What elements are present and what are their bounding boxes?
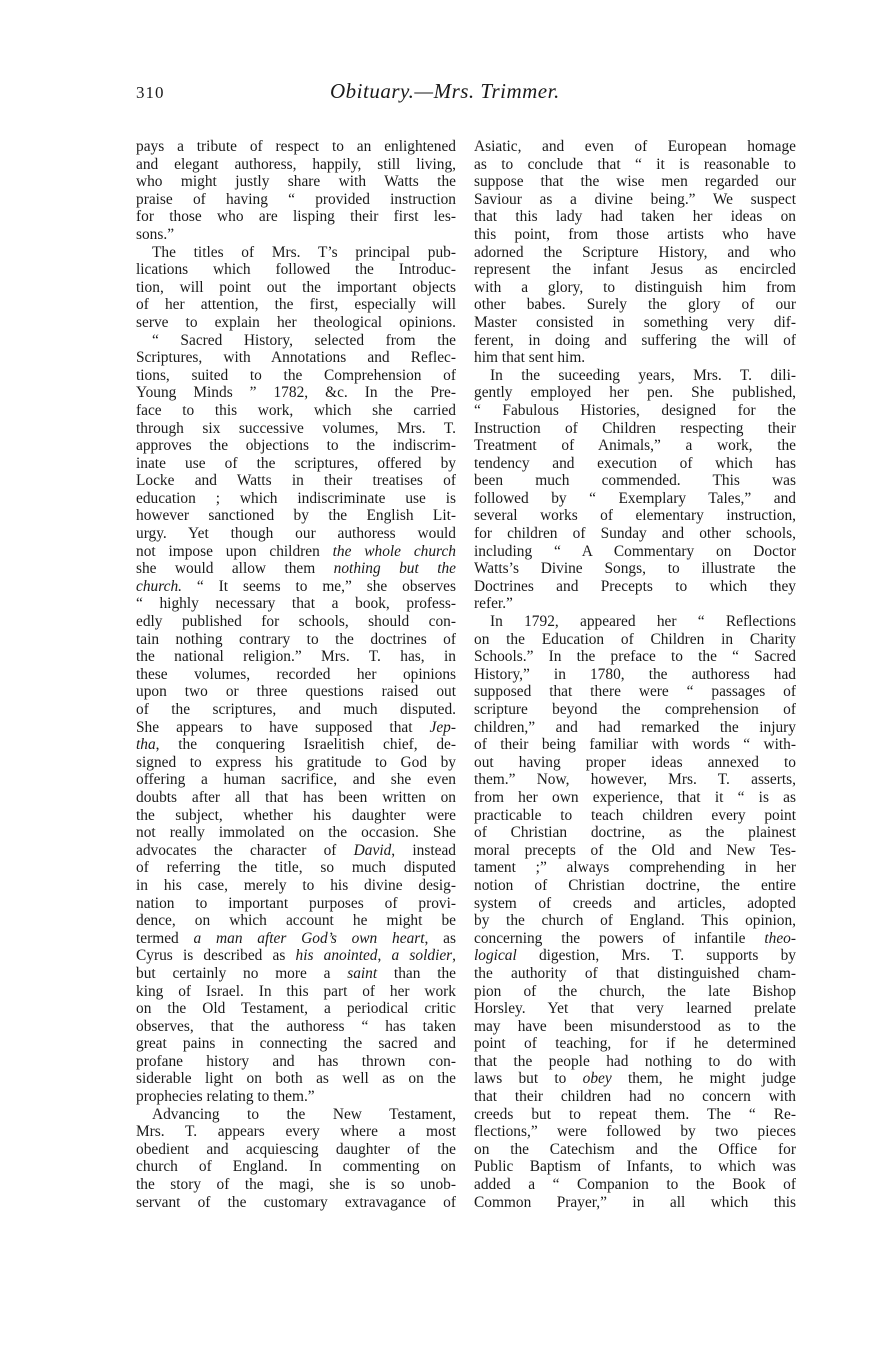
text-run: profane history and has thrown con-: [136, 1052, 456, 1070]
text-line: [136, 1158, 456, 1176]
text-line: [474, 191, 796, 209]
text-line: [474, 930, 796, 948]
text-run: these volumes, recorded her opinions: [136, 665, 456, 683]
text-run: may have been misunderstood as to the: [474, 1017, 796, 1035]
text-run: she would allow them: [136, 560, 334, 578]
text-run: Schools.” In the preface to the “ Sacred: [474, 648, 796, 666]
text-run: including “ A Commentary on Doctor: [474, 542, 796, 560]
text-run: Cyrus is described as: [136, 947, 296, 965]
text-line: [474, 437, 796, 455]
text-run: urgy. Yet though our authoress would: [136, 525, 456, 543]
text-line: [136, 543, 456, 561]
text-run: suppose that the wise men regarded our: [474, 173, 796, 191]
text-line: [136, 1194, 456, 1212]
text-run: laws but to: [474, 1070, 583, 1088]
text-run: than the: [377, 964, 456, 982]
text-run: “ Fabulous Histories, designed for the: [474, 401, 796, 419]
text-run: praise of having “ provided instruction: [136, 190, 456, 208]
text-line: [474, 138, 796, 156]
text-run: the authority of that distinguished cham-: [474, 964, 796, 982]
text-line: [136, 384, 456, 402]
text-line: [474, 631, 796, 649]
text-line: [474, 595, 796, 613]
text-run: Common Prayer,” in all which this: [474, 1193, 796, 1211]
text-run: inate use of the scriptures, offered by: [136, 454, 456, 472]
text-run: out having proper ideas annexed to: [474, 753, 796, 771]
text-run: signed to express his gratitude to God by: [136, 753, 456, 771]
text-line: [474, 1123, 796, 1141]
text-line: [474, 666, 796, 684]
text-line: [474, 895, 796, 913]
text-line: [474, 402, 796, 420]
text-run: that their children had no concern with: [474, 1088, 796, 1106]
text-run: this point, from those artists who have: [474, 225, 796, 243]
text-line: [136, 736, 456, 754]
text-line: [136, 226, 456, 244]
italic-text: nothing but the: [333, 560, 456, 578]
text-run: , the conquering Israelitish chief, de-: [155, 736, 456, 754]
text-line: [136, 771, 456, 789]
text-run: “ It seems to me,” she observes: [182, 577, 456, 595]
text-line: [474, 1018, 796, 1036]
text-run: great pains in connecting the sacred and: [136, 1035, 456, 1053]
italic-text: logical: [474, 947, 517, 965]
text-line: [474, 1070, 796, 1088]
text-line: [474, 1141, 796, 1159]
text-run: scripture beyond the comprehension of: [474, 701, 796, 718]
text-run: termed: [136, 929, 194, 947]
text-line: [136, 507, 456, 525]
text-line: [474, 173, 796, 191]
text-run: children,” and had remarked the injury: [474, 718, 796, 736]
text-line: [136, 754, 456, 772]
text-line: [136, 261, 456, 279]
text-line: [136, 965, 456, 983]
text-run: Watts’s Divine Songs, to illustrate the: [474, 560, 796, 578]
text-run: refer.”: [474, 595, 513, 613]
text-run: and elegant authoress, happily, still living,: [136, 155, 456, 173]
page-number: 310: [136, 83, 165, 102]
text-run: of referring the title, so much disputed: [136, 859, 456, 877]
italic-text: obey: [582, 1070, 612, 1088]
text-run: who might justly share with Watts the: [136, 173, 456, 191]
text-run: concerning the powers of infantile: [474, 929, 765, 947]
text-run: obedient and acquiescing daughter of the: [136, 1140, 456, 1158]
text-run: followed by “ Exemplary Tales,” and: [474, 489, 796, 507]
text-run: Advancing to the New Testament,: [152, 1105, 456, 1123]
text-line: [136, 296, 456, 314]
text-run: on the Old Testament, a periodical critic: [136, 1000, 456, 1018]
text-run: gently employed her pen. She published,: [474, 384, 796, 402]
italic-text: his anointed: [295, 947, 378, 965]
text-line: [474, 543, 796, 561]
text-run: several works of elementary instruction,: [474, 507, 796, 525]
text-line: [474, 1035, 796, 1053]
text-run: tament ;” always comprehending in her: [474, 859, 796, 877]
text-line: [474, 455, 796, 473]
text-run: Master consisted in something very dif-: [474, 313, 796, 331]
text-run: “ Sacred History, selected from the: [152, 331, 456, 349]
text-line: [474, 1194, 796, 1212]
text-run: History,” in 1780, the authoress had: [474, 665, 796, 683]
text-line: [474, 789, 796, 807]
text-line: [474, 490, 796, 508]
text-line: [136, 648, 456, 666]
text-line: [136, 789, 456, 807]
text-line: [136, 877, 456, 895]
text-line: [474, 947, 796, 965]
text-run: but certainly no more a: [136, 964, 348, 982]
text-run: upon two or three questions raised out: [136, 683, 456, 701]
text-run: Locke and Watts in their treatises of: [136, 472, 456, 490]
text-line: [474, 384, 796, 402]
text-run: in his case, merely to his divine desig-: [136, 876, 456, 894]
text-line: [136, 173, 456, 191]
text-line: [136, 859, 456, 877]
text-run: education ; which indiscriminate use is: [136, 489, 456, 507]
text-line: [474, 683, 796, 701]
text-run: advocates the character of: [136, 841, 354, 859]
text-run: servant of the customary extravagance of: [136, 1193, 456, 1211]
text-run: tion, will point out the important objects: [136, 278, 456, 296]
text-run: for those who are lisping their first les-: [136, 208, 456, 226]
text-run: The titles of Mrs. T’s principal pub-: [152, 243, 456, 261]
text-line: [136, 1088, 456, 1106]
italic-text: Jep-: [429, 718, 456, 736]
text-line: [474, 261, 796, 279]
text-line: [474, 754, 796, 772]
text-line: [474, 771, 796, 789]
text-line: [474, 208, 796, 226]
text-line: [136, 208, 456, 226]
italic-text: a man after God’s own heart: [193, 929, 425, 947]
text-run: point of teaching, for if he determined: [474, 1035, 796, 1053]
running-title: Obituary.—Mrs. Trimmer.: [330, 79, 560, 103]
text-run: Treatment of Animals,” a work, the: [474, 437, 796, 455]
text-line: [136, 437, 456, 455]
text-run: of their being familiar with words “ with-: [474, 736, 796, 754]
text-line: [474, 314, 796, 332]
text-run: face to this work, which she carried: [136, 401, 456, 419]
text-line: [136, 947, 456, 965]
text-run: dence, on which account he might be: [136, 912, 456, 930]
text-run: doubts after all that has been written on: [136, 788, 456, 806]
text-line: [474, 1176, 796, 1194]
text-line: [474, 877, 796, 895]
text-run: them, he might judge: [611, 1070, 796, 1088]
text-line: [474, 1088, 796, 1106]
text-line: [136, 595, 456, 613]
right-column: [474, 138, 796, 1211]
text-line: [474, 912, 796, 930]
text-line: [474, 613, 796, 631]
text-run: ,: [452, 947, 456, 965]
text-run: Mrs. T. appears every where a most: [136, 1123, 456, 1141]
text-line: [474, 983, 796, 1001]
text-run: pays a tribute of respect to an enlightened: [136, 138, 456, 155]
text-line: [136, 455, 456, 473]
text-run: been much commended. This was: [474, 472, 796, 490]
text-line: [474, 349, 796, 367]
text-run: Horsley. Yet that very learned prelate: [474, 1000, 796, 1018]
text-run: that the people had nothing to do with: [474, 1052, 796, 1070]
text-line: [136, 1035, 456, 1053]
text-line: [136, 1000, 456, 1018]
italic-text: saint: [347, 964, 378, 982]
text-line: [474, 807, 796, 825]
text-line: [136, 490, 456, 508]
text-line: [474, 701, 796, 719]
text-run: Young Minds ” 1782, &c. In the Pre-: [136, 384, 456, 402]
text-line: [474, 560, 796, 578]
text-run: edly published for schools, should con-: [136, 613, 456, 631]
text-run: Instruction of Children respecting their: [474, 419, 796, 437]
text-run: tendency and execution of which has: [474, 454, 796, 472]
text-run: that this lady had taken her ideas on: [474, 208, 796, 226]
text-line: [136, 1176, 456, 1194]
text-run: flections,” were followed by two pieces: [474, 1123, 796, 1141]
text-run: Saviour as a divine being.” We suspect: [474, 190, 796, 208]
text-line: [136, 824, 456, 842]
text-line: [136, 349, 456, 367]
text-run: siderable light on both as well as on the: [136, 1070, 456, 1088]
text-line: [136, 895, 456, 913]
text-run: sons.”: [136, 225, 175, 243]
text-run: the national religion.” Mrs. T. has, in: [136, 648, 456, 666]
text-line: [474, 736, 796, 754]
text-run: ferent, in doing and suffering the will of: [474, 331, 796, 349]
text-run: of the scriptures, and much disputed.: [136, 701, 456, 718]
text-run: digestion, Mrs. T. supports by: [516, 947, 796, 965]
text-run: other babes. Surely the glory of our: [474, 296, 796, 314]
text-line: [136, 1106, 456, 1124]
text-run: of Christian doctrine, as the plainest: [474, 824, 796, 842]
text-line: [136, 472, 456, 490]
text-run: nation to important purposes of provi-: [136, 894, 456, 912]
text-run: added a “ Companion to the Book of: [474, 1176, 796, 1194]
text-run: on the Catechism and the Office for: [474, 1140, 796, 1158]
text-line: [136, 525, 456, 543]
text-run: practicable to teach children every point: [474, 806, 796, 824]
text-run: Asiatic, and even of European homage: [474, 138, 796, 155]
text-line: [474, 367, 796, 385]
text-run: , instead: [391, 841, 456, 859]
text-run: observes, that the authoress “ has taken: [136, 1017, 456, 1035]
text-run: supposed that there were “ passages of: [474, 683, 796, 701]
text-line: [474, 525, 796, 543]
text-line: [136, 402, 456, 420]
text-line: [136, 683, 456, 701]
text-run: , as: [424, 929, 456, 947]
text-run: notion of Christian doctrine, the entire: [474, 876, 796, 894]
text-run: approves the objections to the indiscrim-: [136, 437, 456, 455]
text-run: tain nothing contrary to the doctrines of: [136, 630, 456, 648]
text-line: [136, 138, 456, 156]
text-run: Scriptures, with Annotations and Reflec-: [136, 349, 456, 367]
text-line: [136, 191, 456, 209]
text-line: [474, 965, 796, 983]
text-line: [136, 930, 456, 948]
text-line: [474, 719, 796, 737]
text-line: [474, 842, 796, 860]
text-run: the subject, whether his daughter were: [136, 806, 456, 824]
text-run: moral precepts of the Old and New Tes-: [474, 841, 796, 859]
text-run: them.” Now, however, Mrs. T. asserts,: [474, 771, 796, 789]
text-line: [136, 1053, 456, 1071]
text-line: [136, 578, 456, 596]
text-line: [474, 279, 796, 297]
italic-text: a soldier: [391, 947, 453, 965]
text-run: Public Baptism of Infants, to which was: [474, 1158, 796, 1176]
text-run: prophecies relating to them.”: [136, 1088, 315, 1106]
text-line: [474, 859, 796, 877]
text-line: [474, 244, 796, 262]
text-run: of her attention, the first, especially will: [136, 296, 456, 314]
text-run: tions, suited to the Comprehension of: [136, 366, 456, 384]
italic-text: David: [353, 841, 392, 859]
text-run: adorned the Scripture History, and who: [474, 243, 796, 261]
text-line: [136, 1070, 456, 1088]
italic-text: church.: [136, 577, 183, 595]
text-line: [136, 701, 456, 719]
text-run: church of England. In commenting on: [136, 1158, 456, 1176]
text-line: [474, 296, 796, 314]
text-line: [136, 719, 456, 737]
text-run: with a glory, to distinguish him from: [474, 278, 796, 296]
text-run: In the suceeding years, Mrs. T. dili-: [490, 366, 796, 384]
text-run: serve to explain her theological opinions.: [136, 313, 456, 331]
text-run: king of Israel. In this part of her work: [136, 982, 456, 1000]
text-line: [474, 1158, 796, 1176]
text-line: [136, 367, 456, 385]
text-run: by the church of England. This opinion,: [474, 912, 796, 930]
text-run: “ highly necessary that a book, profess-: [136, 595, 456, 613]
text-line: [136, 807, 456, 825]
text-line: [474, 332, 796, 350]
text-run: system of creeds and articles, adopted: [474, 894, 796, 912]
text-run: ,: [377, 947, 392, 965]
left-column: [136, 138, 456, 1211]
text-run: however sanctioned by the English Lit-: [136, 507, 456, 525]
text-line: [136, 613, 456, 631]
text-run: She appears to have supposed that: [136, 718, 430, 736]
text-run: not really immolated on the occasion. She: [136, 824, 456, 842]
text-line: [474, 226, 796, 244]
text-run: offering a human sacrifice, and she even: [136, 771, 456, 789]
text-line: [136, 156, 456, 174]
text-line: [136, 983, 456, 1001]
text-line: [136, 666, 456, 684]
text-line: [474, 472, 796, 490]
text-run: not impose upon children: [136, 542, 333, 560]
text-run: lications which followed the Introduc-: [136, 261, 456, 279]
text-line: [474, 824, 796, 842]
text-line: [136, 420, 456, 438]
text-line: [136, 1123, 456, 1141]
italic-text: theo-: [764, 929, 796, 947]
text-line: [474, 420, 796, 438]
text-line: [136, 842, 456, 860]
text-line: [136, 244, 456, 262]
text-line: [136, 314, 456, 332]
text-run: on the Education of Children in Charity: [474, 630, 796, 648]
text-line: [474, 1053, 796, 1071]
text-run: for children of Sunday and other schools,: [474, 525, 796, 543]
text-run: from her own experience, that it “ is as: [474, 788, 796, 806]
text-run: creeds but to repeat them. The “ Re-: [474, 1105, 796, 1123]
text-line: [474, 507, 796, 525]
italic-text: the whole church: [332, 542, 456, 560]
text-line: [136, 279, 456, 297]
text-run: the story of the magi, she is so unob-: [136, 1176, 456, 1194]
text-line: [474, 648, 796, 666]
text-run: him that sent him.: [474, 349, 586, 367]
text-line: [136, 332, 456, 350]
text-line: [136, 1141, 456, 1159]
text-line: [474, 1000, 796, 1018]
text-run: through six successive volumes, Mrs. T.: [136, 419, 456, 437]
text-line: [136, 912, 456, 930]
text-line: [136, 560, 456, 578]
text-line: [474, 1106, 796, 1124]
text-line: [474, 156, 796, 174]
text-line: [136, 1018, 456, 1036]
text-line: [474, 578, 796, 596]
text-run: Doctrines and Precepts to which they: [474, 577, 796, 595]
text-line: [136, 631, 456, 649]
italic-text: tha: [136, 736, 156, 754]
text-run: pion of the church, the late Bishop: [474, 982, 796, 1000]
text-run: In 1792, appeared her “ Reflections: [490, 613, 796, 631]
text-run: represent the infant Jesus as encircled: [474, 261, 796, 279]
text-run: as to conclude that “ it is reasonable to: [474, 155, 796, 173]
